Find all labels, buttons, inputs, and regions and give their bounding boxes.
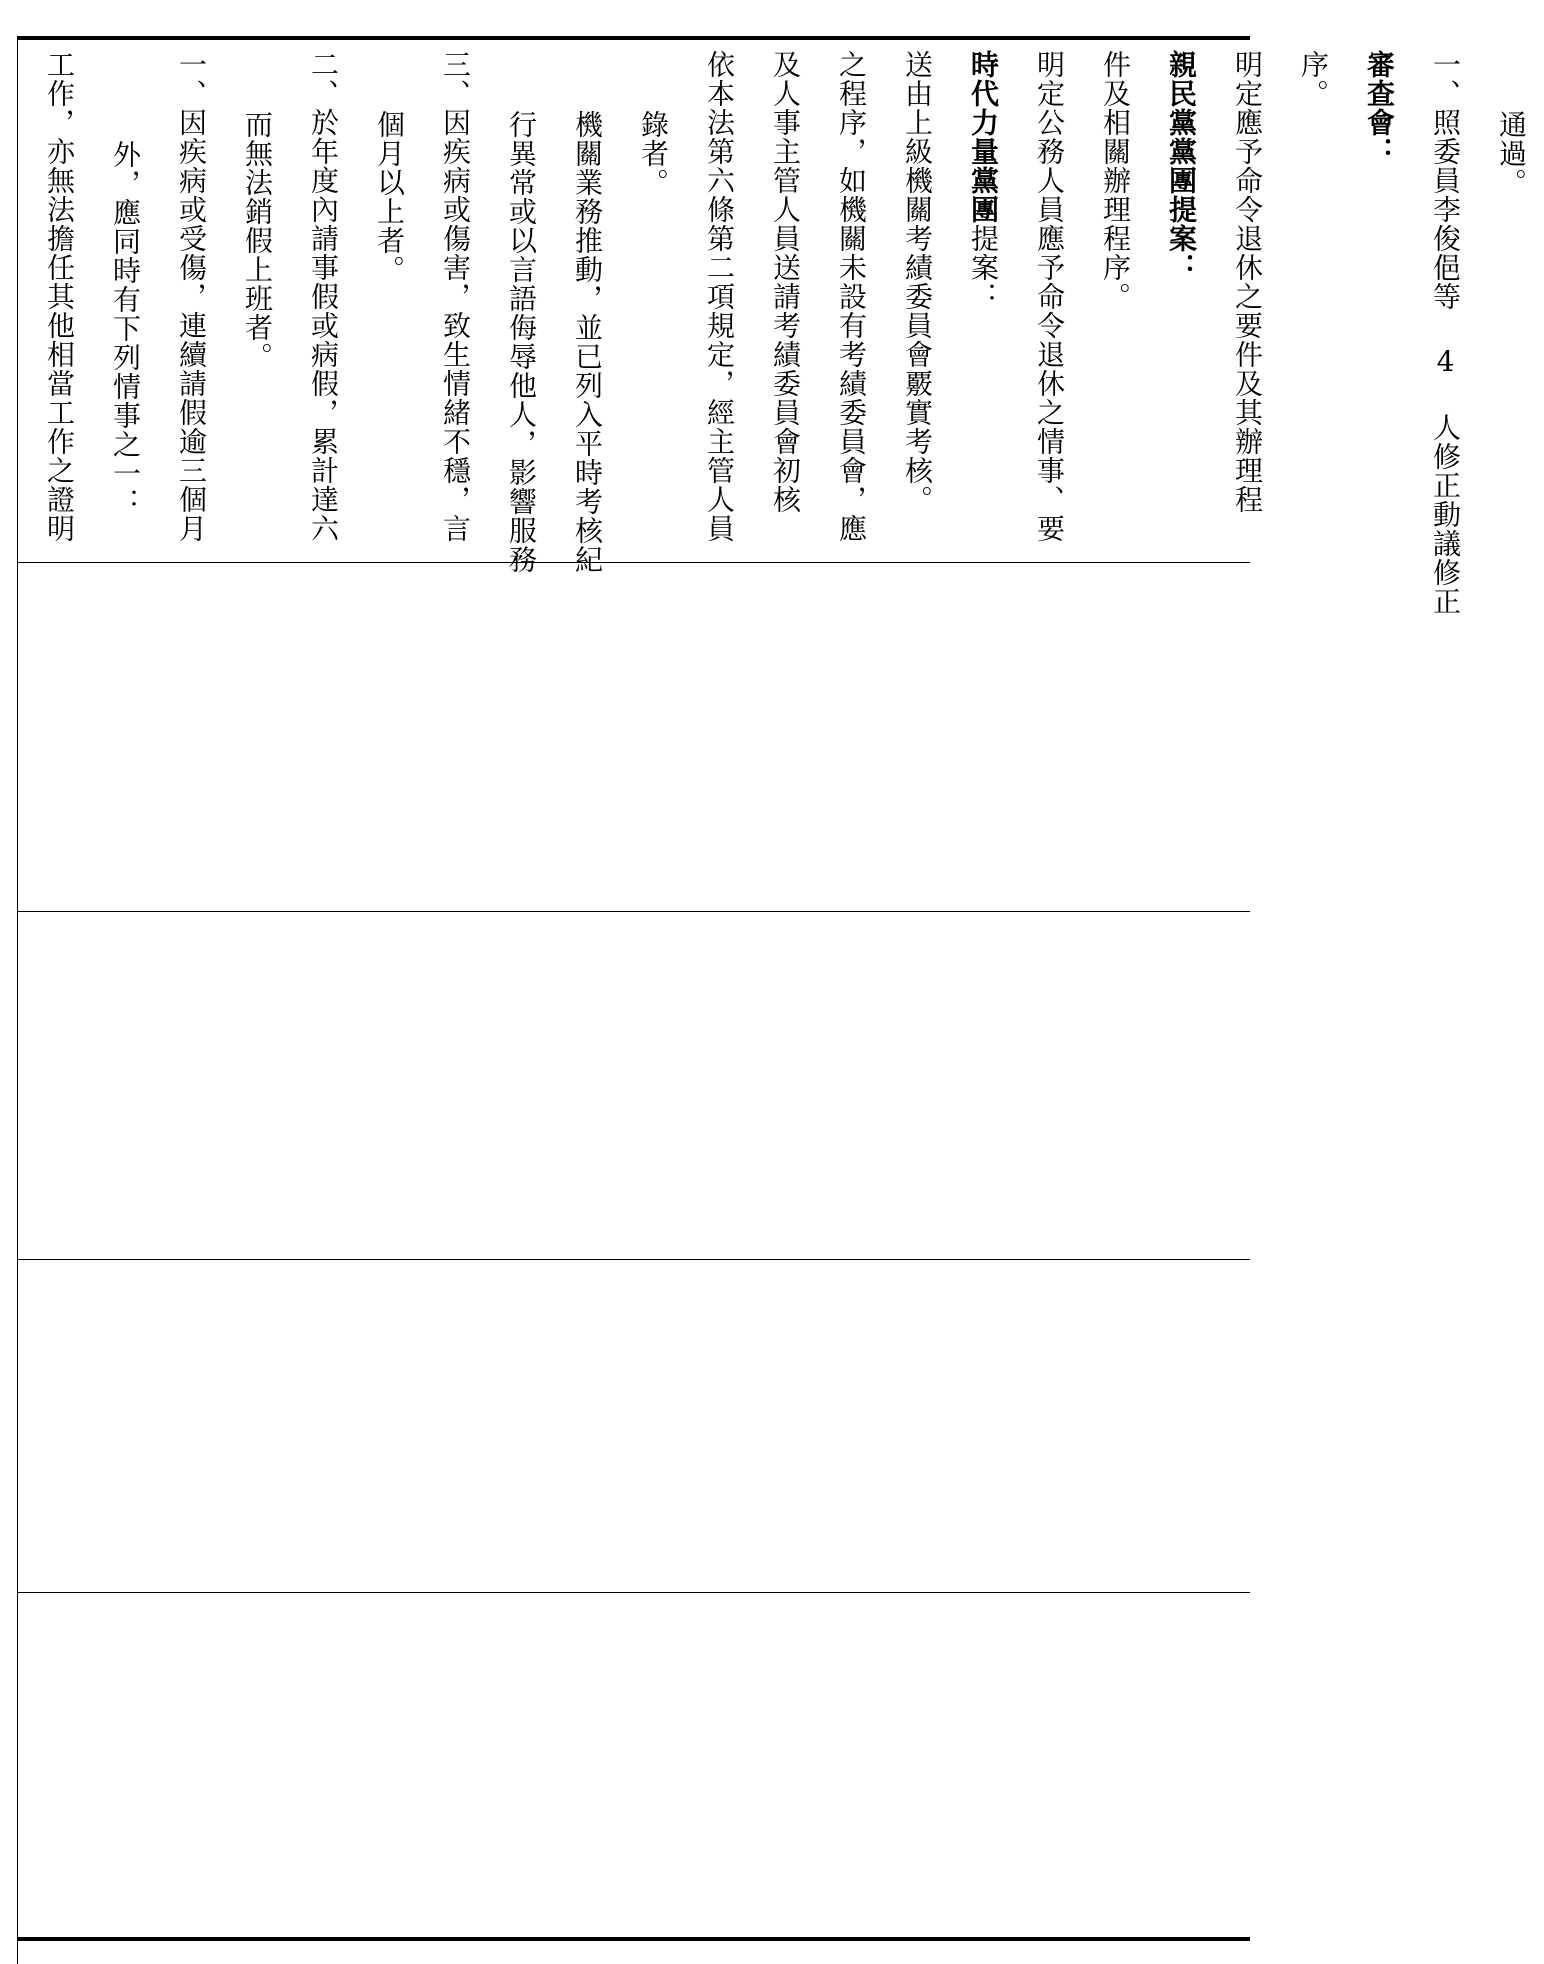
text-column: 送由上級機關考績委員會覈實考核。	[901, 50, 934, 514]
heading-qinmin-rest: 提案：	[1165, 195, 1198, 282]
text-column: 件及相關辦理程序。	[1099, 50, 1132, 311]
text-column: 工作，亦無法擔任其他相當工作之證明	[43, 50, 76, 543]
row-3-empty	[17, 912, 1250, 1259]
text-column: 及人事主管人員送請考績委員會初核	[769, 50, 802, 514]
heading-shencha-rest: ：	[1363, 137, 1396, 166]
text-column: 通過。	[1495, 110, 1528, 197]
heading-shencha	[1346, 50, 1412, 550]
row-2-empty	[17, 563, 1250, 911]
heading-shidai-bold: 時代力量黨團	[967, 50, 1000, 224]
heading-shidai	[950, 50, 1016, 550]
text-column: 二、於年度內請事假或病假，累計達六	[307, 50, 340, 543]
text-column: 外，應同時有下列情事之一：	[109, 140, 142, 517]
text-column: 依本法第六條第二項規定，經主管人員	[703, 50, 736, 543]
table-bottom-border	[17, 1937, 1250, 1941]
heading-shencha-bold: 審查會	[1363, 50, 1396, 137]
text-column: 三、因疾病或傷害，致生情緒不穩，言	[439, 50, 472, 543]
text-column: 明定應予命令退休之要件及其辦理程	[1231, 50, 1264, 514]
row-5-empty	[17, 1593, 1250, 1937]
heading-qinmin-bold: 親民黨黨團	[1165, 50, 1198, 195]
text-column: 行異常或以言語侮辱他人，影響服務	[505, 110, 538, 574]
text-column: 機關業務推動，並已列入平時考核紀	[571, 110, 604, 574]
text-column: 個月以上者。	[373, 110, 406, 284]
text-column: 明定公務人員應予命令退休之情事、要	[1033, 50, 1066, 543]
row-1-content	[26, 50, 1528, 616]
text-column: 錄者。	[637, 110, 670, 197]
table-top-border	[17, 36, 1250, 40]
text-column: 一、照委員李俊俋等 4 人修正動議修正	[1429, 50, 1462, 616]
text-column: 序。	[1297, 50, 1330, 108]
text-column: 而無法銷假上班者。	[241, 110, 274, 371]
heading-qinmin	[1148, 50, 1214, 550]
row-4-empty	[17, 1260, 1250, 1592]
text-column: 一、因疾病或受傷，連續請假逾三個月	[175, 50, 208, 543]
heading-shidai-rest: 提案：	[967, 224, 1000, 311]
text-column: 之程序，如機關未設有考績委員會，應	[835, 50, 868, 543]
